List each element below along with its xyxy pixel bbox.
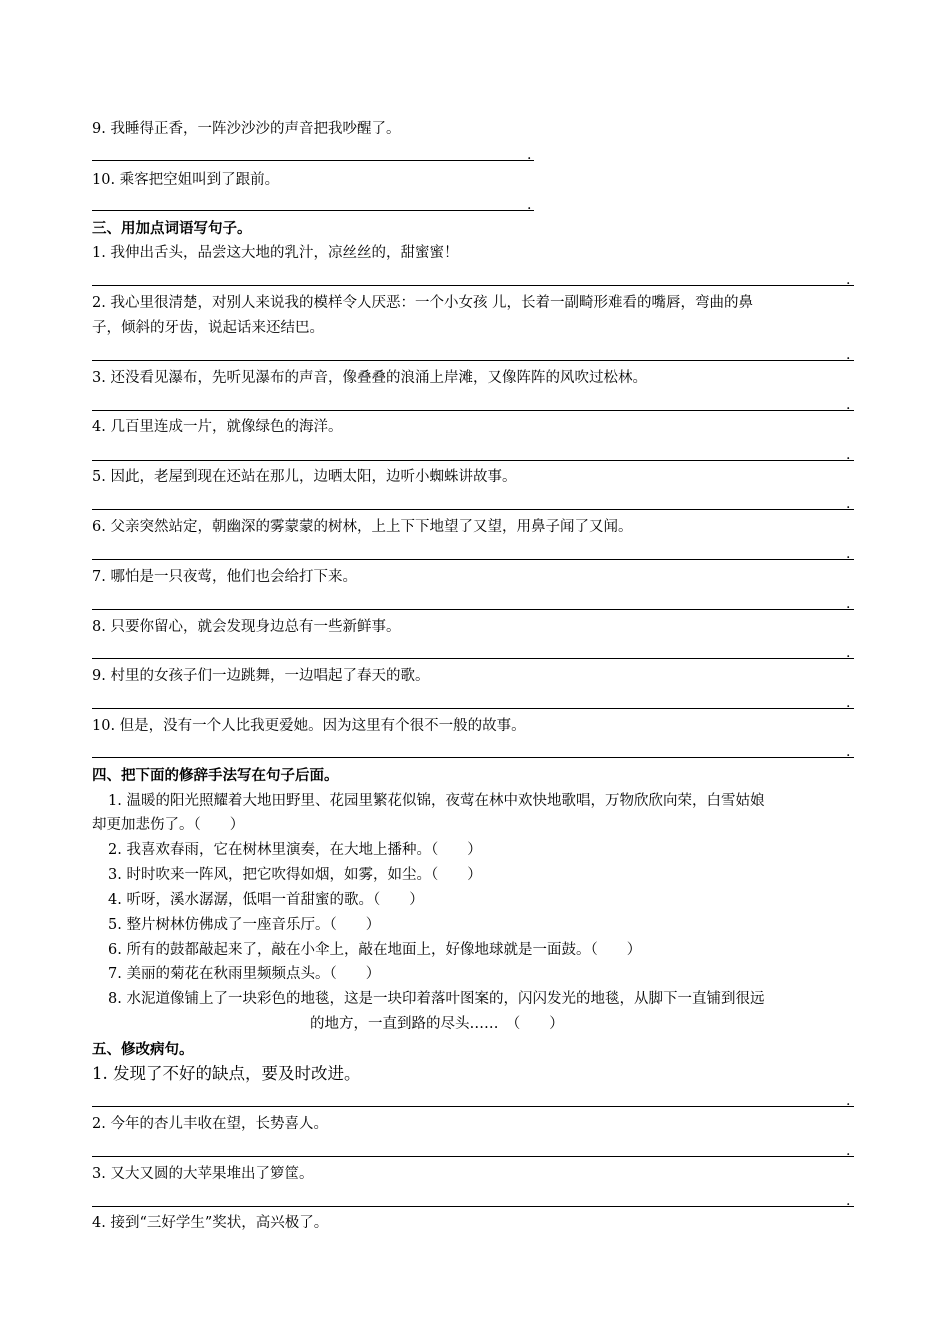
- question-text: 3. 又大又圆的大苹果堆出了箩筐。: [92, 1166, 314, 1182]
- question-text-continued: 却更加悲伤了。（ ）: [92, 817, 245, 833]
- answer-line[interactable]: [92, 360, 854, 361]
- question-text: 1. 发现了不好的缺点，要及时改进。: [92, 1064, 361, 1083]
- question-text: 9. 村里的女孩子们一边跳舞，一边唱起了春天的歌。: [92, 668, 430, 684]
- question-text: 3. 时时吹来一阵风，把它吹得如烟，如雾，如尘。（ ）: [108, 867, 482, 883]
- answer-line[interactable]: [92, 1106, 854, 1107]
- answer-end-mark: .: [846, 1193, 851, 1209]
- section-heading: 五、修改病句。: [92, 1041, 194, 1058]
- answer-end-mark: .: [846, 546, 851, 562]
- answer-line[interactable]: [92, 410, 854, 411]
- answer-end-mark: .: [846, 1143, 851, 1159]
- answer-line[interactable]: [92, 757, 854, 758]
- answer-line[interactable]: [92, 1156, 854, 1157]
- answer-end-mark: .: [846, 1093, 851, 1109]
- question-text: 10. 乘客把空姐叫到了跟前。: [92, 172, 280, 188]
- answer-end-mark: .: [846, 645, 851, 661]
- answer-end-mark: .: [846, 347, 851, 363]
- question-text: 2. 今年的杏儿丰收在望，长势喜人。: [92, 1116, 328, 1132]
- answer-line[interactable]: [92, 509, 854, 510]
- answer-end-mark: .: [846, 695, 851, 711]
- question-text: 1. 温暖的阳光照耀着大地田野里、花园里繁花似锦，夜莺在林中欢快地歌唱，万物欣欣向荣，白雪姑娘: [108, 793, 765, 809]
- answer-line[interactable]: [92, 658, 854, 659]
- answer-line[interactable]: [92, 210, 534, 211]
- answer-line[interactable]: [92, 559, 854, 560]
- answer-end-mark: .: [527, 147, 532, 163]
- answer-line[interactable]: [92, 708, 854, 709]
- answer-end-mark: .: [527, 197, 532, 213]
- question-text: 7. 美丽的菊花在秋雨里频频点头。（ ）: [108, 966, 381, 982]
- question-text: 5. 因此，老屋到现在还站在那儿，边晒太阳，边听小蜘蛛讲故事。: [92, 469, 517, 485]
- answer-line[interactable]: [92, 609, 854, 610]
- question-text-continued: 子，倾斜的牙齿，说起话来还结巴。: [92, 320, 324, 336]
- answer-end-mark: .: [846, 397, 851, 413]
- question-text: 7. 哪怕是一只夜莺，他们也会给打下来。: [92, 569, 357, 585]
- question-text: 4. 听呀，溪水潺潺，低唱一首甜蜜的歌。（ ）: [108, 892, 424, 908]
- answer-end-mark: .: [846, 447, 851, 463]
- answer-line[interactable]: [92, 160, 534, 161]
- question-text: 5. 整片树林仿佛成了一座音乐厅。（ ）: [108, 917, 381, 933]
- section-heading: 四、把下面的修辞手法写在句子后面。: [92, 767, 339, 784]
- question-text: 4. 几百里连成一片，就像绿色的海洋。: [92, 419, 343, 435]
- question-text: 10. 但是，没有一个人比我更爱她。因为这里有个很不一般的故事。: [92, 718, 526, 734]
- answer-line[interactable]: [92, 1206, 854, 1207]
- answer-end-mark: .: [846, 744, 851, 760]
- question-text-continued: 的地方，一直到路的尽头…… （ ）: [310, 1016, 564, 1032]
- question-text: 8. 水泥道像铺上了一块彩色的地毯，这是一块印着落叶图案的，闪闪发光的地毯，从脚下一直铺到很远: [108, 991, 765, 1007]
- answer-end-mark: .: [846, 496, 851, 512]
- question-text: 9. 我睡得正香，一阵沙沙沙的声音把我吵醒了。: [92, 121, 401, 137]
- answer-line[interactable]: [92, 460, 854, 461]
- question-text: 2. 我喜欢春雨，它在树林里演奏，在大地上播种。（ ）: [108, 842, 482, 858]
- question-text: 8. 只要你留心，就会发现身边总有一些新鲜事。: [92, 619, 401, 635]
- question-text: 2. 我心里很清楚，对别人来说我的模样令人厌恶：一个小女孩 儿，长着一副畸形难看的嘴唇，弯曲的鼻: [92, 295, 754, 311]
- question-text: 6. 父亲突然站定，朝幽深的雾蒙蒙的树林，上上下下地望了又望，用鼻子闻了又闻。: [92, 519, 633, 535]
- answer-end-mark: .: [846, 272, 851, 288]
- question-text: 3. 还没看见瀑布，先听见瀑布的声音，像叠叠的浪涌上岸滩，又像阵阵的风吹过松林。: [92, 370, 647, 386]
- answer-line[interactable]: [92, 285, 854, 286]
- question-text: 6. 所有的鼓都敲起来了，敲在小伞上，敲在地面上，好像地球就是一面鼓。（ ）: [108, 942, 642, 958]
- section-heading: 三、用加点词语写句子。: [92, 220, 252, 237]
- answer-end-mark: .: [846, 596, 851, 612]
- question-text: 4. 接到“三好学生”奖状，高兴极了。: [92, 1215, 329, 1231]
- question-text: 1. 我伸出舌头，品尝这大地的乳汁，凉丝丝的，甜蜜蜜！: [92, 245, 459, 261]
